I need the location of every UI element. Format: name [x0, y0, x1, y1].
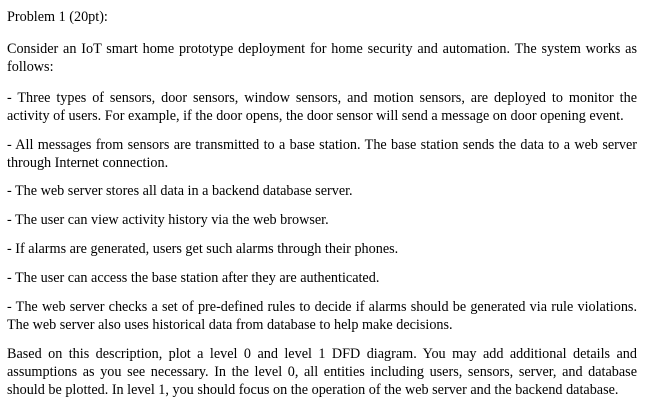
intro-paragraph: Consider an IoT smart home prototype deployment for home security and automation. The system works as follows: [7, 41, 637, 76]
history-paragraph: - The user can view activity history via the web browser. [7, 212, 329, 228]
base-station-paragraph: - All messages from sensors are transmitted to a base station. The base station sends the data to a web server through Internet connection. [7, 137, 637, 172]
instructions-paragraph: Based on this description, plot a level 0 and level 1 DFD diagram. You may add additional details and assumptions as you see necessary. In the level 0, all entities including users, sensors, server, and database should be plotted. In level 1, you should focus on the operation of the web server and the backend database. [7, 346, 637, 399]
rules-paragraph: - The web server checks a set of pre-defined rules to decide if alarms should be generated via rule violations. The web server also uses historical data from database to help make decisions. [7, 299, 637, 334]
authentication-paragraph: - The user can access the base station after they are authenticated. [7, 270, 380, 286]
problem-title: Problem 1 (20pt): [7, 9, 108, 25]
storage-paragraph: - The web server stores all data in a backend database server. [7, 183, 353, 199]
sensors-paragraph: - Three types of sensors, door sensors, window sensors, and motion sensors, are deployed to monitor the activity of users. For example, if the door opens, the door sensor will send a message on door opening event. [7, 90, 637, 125]
alarms-paragraph: - If alarms are generated, users get such alarms through their phones. [7, 241, 399, 257]
